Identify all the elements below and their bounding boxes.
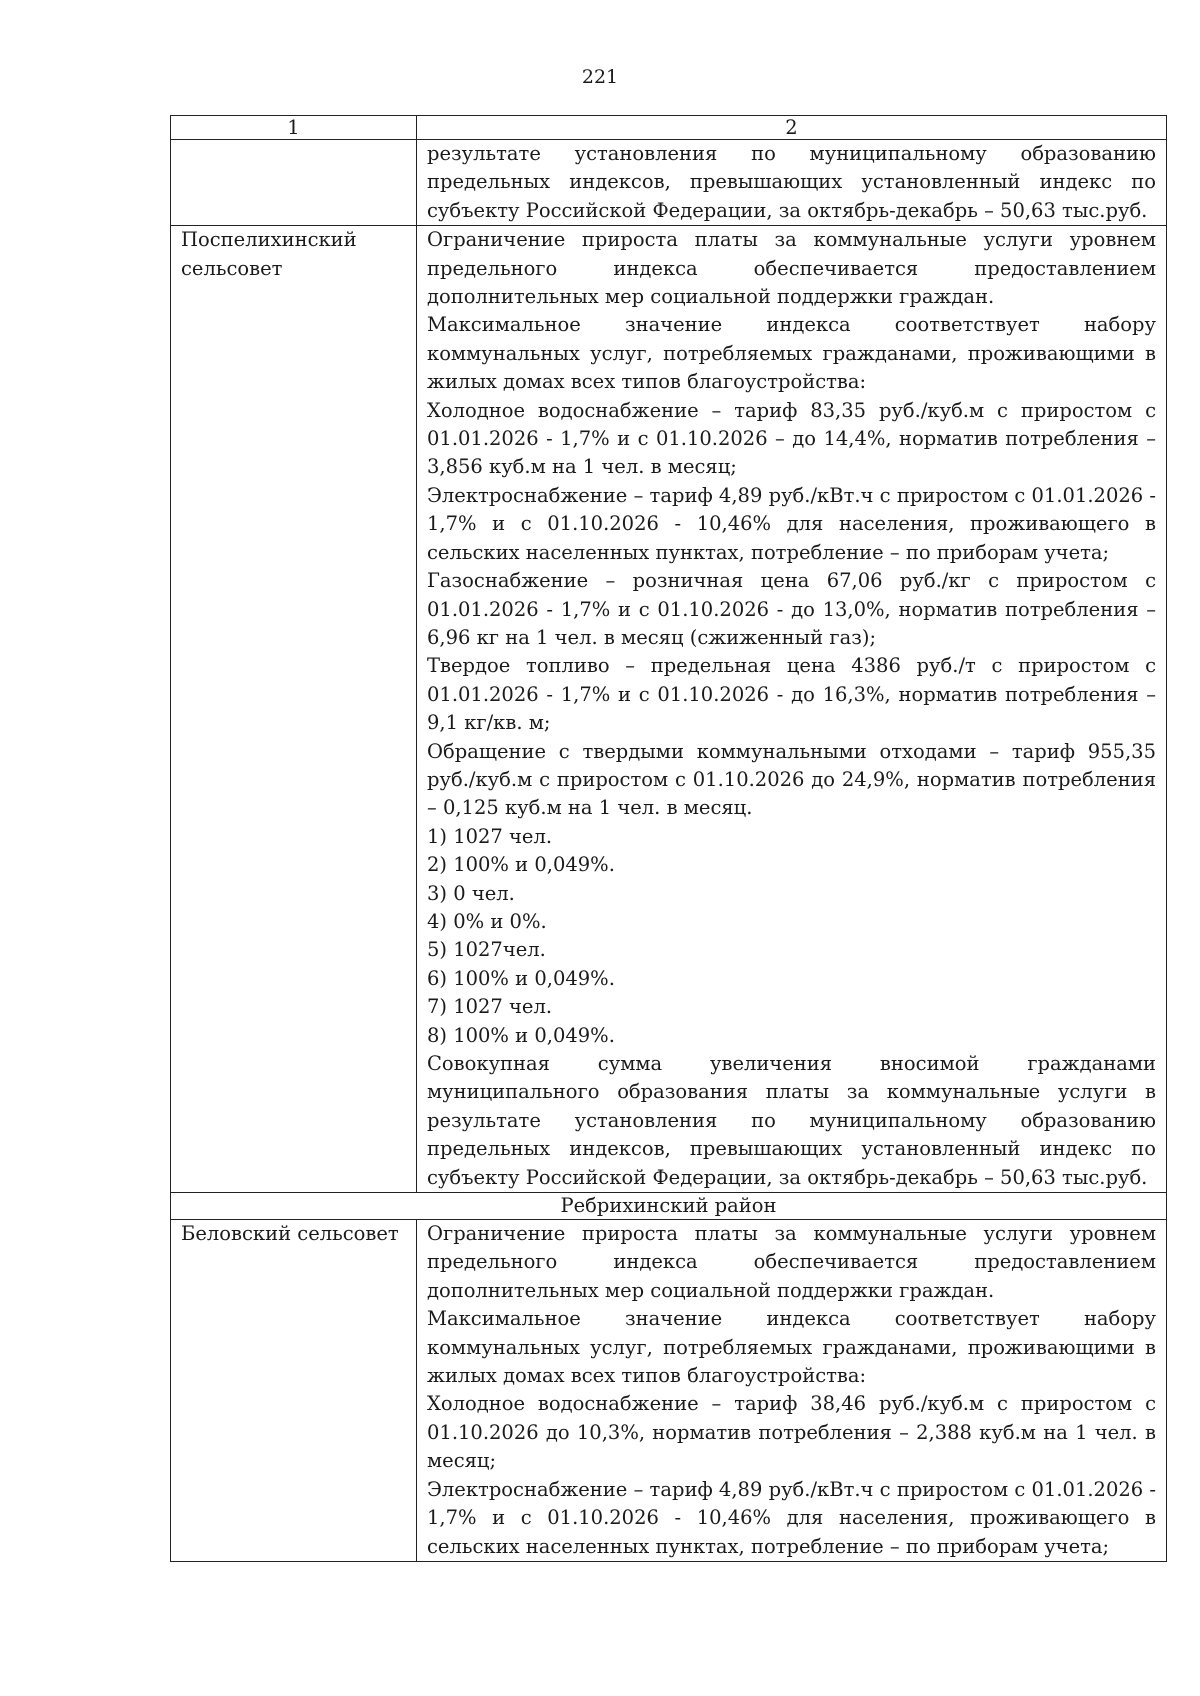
row-content [417, 226, 1167, 1193]
row-content [417, 1220, 1167, 1562]
paragraph: Ограничение прироста платы за коммунальные услуги уровнем предельного индекса обеспечивается предоставлением дополнительных мер социальной поддержки граждан. [427, 1222, 1156, 1302]
list-item: 5) 1027чел. [427, 938, 546, 962]
district-heading: Ребрихинский район [171, 1193, 1167, 1220]
list-item: 3) 0 чел. [427, 881, 515, 905]
list-item: 6) 100% и 0,049%. [427, 966, 615, 990]
paragraph: Максимальное значение индекса соответствует набору коммунальных услуг, потребляемых гражданами, проживающими в жилых домах всех типов благоустройства: [427, 313, 1156, 394]
table-row-continuation [171, 140, 1167, 226]
paragraph: Твердое топливо – предельная цена 4386 руб./т с приростом с 01.01.2026 - 1,7% и с 01.10.2026 - до 16,3%, норматив потребления – 9,1 кг/кв. м; [427, 654, 1156, 735]
municipality-name: Беловский сельсовет [171, 1220, 417, 1562]
column-number-1: 1 [171, 116, 417, 140]
paragraph: Совокупная сумма увеличения вносимой гражданами муниципального образования платы за коммунальные услуги в результате установления по муниципальному образованию предельных индексов, превышающих установленный индекс по субъекту Российской Федерации, за октябрь-декабрь – 50,63 тыс.руб. [427, 1052, 1156, 1189]
paragraph: результате установления по муниципальному образованию предельных индексов, превышающих установленный индекс по субъекту Российской Федерации, за октябрь-декабрь – 50,63 тыс.руб. [427, 142, 1156, 222]
table-row-district [171, 1193, 1167, 1220]
paragraph: Ограничение прироста платы за коммунальные услуги уровнем предельного индекса обеспечивается предоставлением дополнительных мер социальной поддержки граждан. [427, 228, 1156, 309]
paragraph: Холодное водоснабжение – тариф 83,35 руб./куб.м с приростом с 01.01.2026 - 1,7% и с 01.10.2026 – до 14,4%, норматив потребления – 3,856 куб.м на 1 чел. в месяц; [427, 398, 1156, 479]
list-item: 7) 1027 чел. [427, 995, 553, 1019]
list-item: 2) 100% и 0,049%. [427, 853, 615, 877]
list-item: 4) 0% и 0%. [427, 909, 547, 933]
list-item: 1) 1027 чел. [427, 824, 553, 848]
page-number: 221 [581, 66, 619, 88]
municipality-name: Поспелихинский сельсовет [171, 226, 417, 1193]
table-row-belovsky [171, 1220, 1167, 1562]
paragraph: Электроснабжение – тариф 4,89 руб./кВт.ч с приростом с 01.01.2026 - 1,7% и с 01.10.2026 - 10,46% для населения, проживающего в сельских населенных пунктах, потребление – по приборам учета; [427, 483, 1156, 564]
table-header-row [171, 116, 1167, 140]
paragraph: Обращение с твердыми коммунальными отходами – тариф 955,35 руб./куб.м с приростом с 01.10.2026 до 24,9%, норматив потребления – 0,125 куб.м на 1 чел. в месяц. [427, 739, 1156, 820]
table-row-pospelikhinsky [171, 226, 1167, 1193]
paragraph: Холодное водоснабжение – тариф 38,46 руб./куб.м с приростом с 01.10.2026 до 10,3%, норматив потребления – 2,388 куб.м на 1 чел. в месяц; [427, 1392, 1156, 1473]
row-content [417, 140, 1167, 226]
tariff-table [170, 115, 1167, 1562]
paragraph: Электроснабжение – тариф 4,89 руб./кВт.ч с приростом с 01.01.2026 - 1,7% и с 01.10.2026 - 10,46% для населения, проживающего в сельских населенных пунктах, потребление – по приборам учета; [427, 1477, 1156, 1558]
municipality-name [171, 140, 417, 226]
paragraph: Газоснабжение – розничная цена 67,06 руб./кг с приростом с 01.01.2026 - 1,7% и с 01.10.2026 - до 13,0%, норматив потребления – 6,96 кг на 1 чел. в месяц (сжиженный газ); [427, 569, 1156, 649]
list-item: 8) 100% и 0,049%. [427, 1023, 615, 1047]
column-number-2: 2 [417, 116, 1167, 140]
paragraph: Максимальное значение индекса соответствует набору коммунальных услуг, потребляемых гражданами, проживающими в жилых домах всех типов благоустройства: [427, 1307, 1156, 1388]
